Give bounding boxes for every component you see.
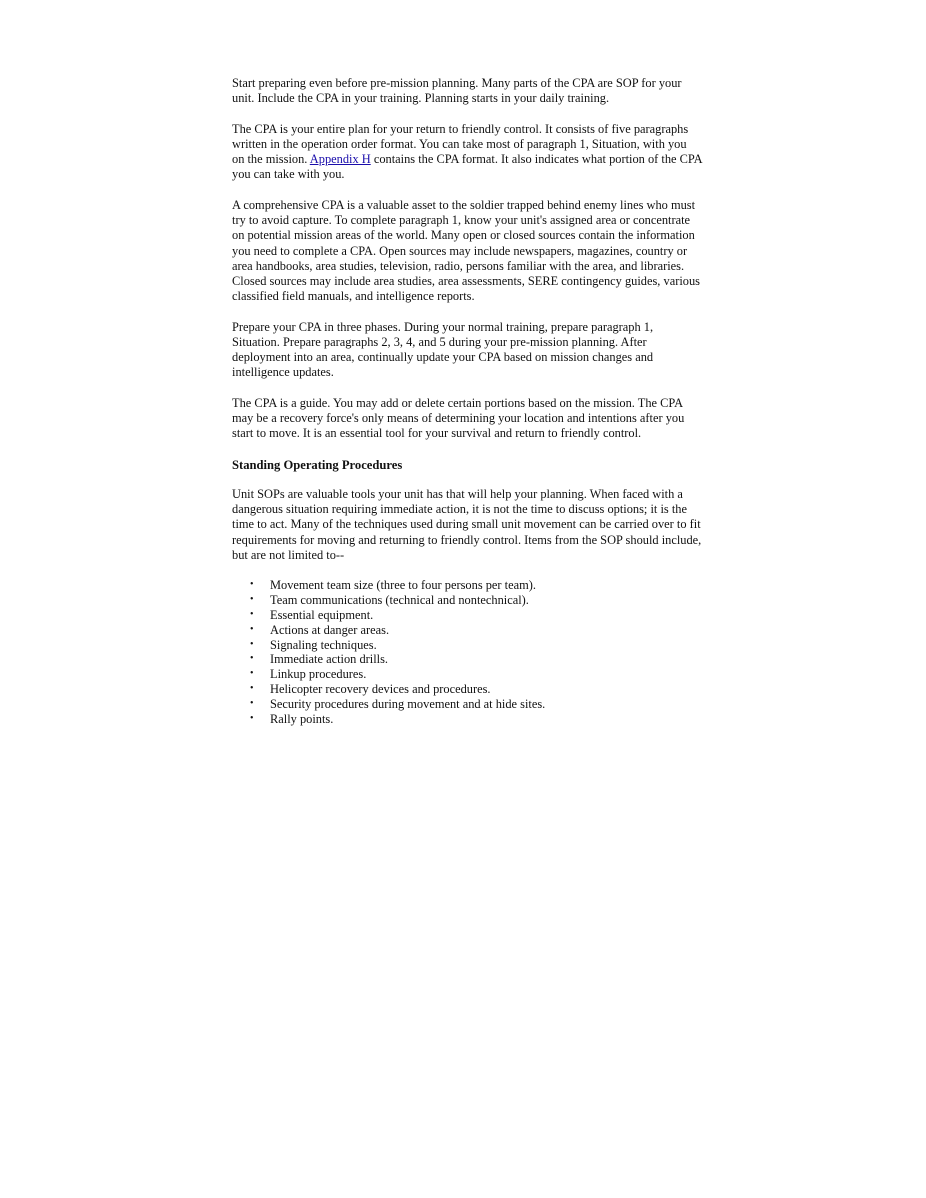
appendix-h-link[interactable]: Appendix H xyxy=(309,152,371,167)
paragraph-unit-sops: Unit SOPs are valuable tools your unit has that will help your planning. When faced with a dangerous situation requiring immediate action, it is not the time to discuss options; it is the time to act. Many of the techniques used during small unit movement can be carried over to fit requirements for moving and returning to friendly control. Items from the SOP should include, but are not limited to-- xyxy=(232,487,702,562)
bullet-icon: • xyxy=(250,653,254,665)
section-heading-sop: Standing Operating Procedures xyxy=(232,458,403,473)
list-item: • Signaling techniques. xyxy=(250,637,377,652)
bullet-icon: • xyxy=(250,683,254,694)
list-item: • Helicopter recovery devices and procedures. xyxy=(250,682,491,696)
paragraph-cpa-plan-text-before: The CPA is your entire plan for your return to friendly control. It consists of five paragraphs written in the operation order format. You can take most of paragraph 1, Situation, with you on the mission. xyxy=(232,121,689,167)
bullet-icon: • xyxy=(250,697,254,709)
list-item: • Actions at danger areas. xyxy=(250,622,390,637)
list-item: • Essential equipment. xyxy=(250,608,374,623)
bullet-icon: • xyxy=(250,623,254,635)
bullet-icon: • xyxy=(250,594,254,606)
list-item: • Rally points. xyxy=(250,711,334,726)
document-page xyxy=(232,76,702,726)
bullet-icon: • xyxy=(250,638,254,650)
sop-items-list xyxy=(232,578,702,726)
bullet-icon: • xyxy=(250,609,254,621)
paragraph-comprehensive-cpa: A comprehensive CPA is a valuable asset to the soldier trapped behind enemy lines who must try to avoid capture. To complete paragraph 1, know your unit's assigned area or concentrate on potential mission areas of the world. Many open or closed sources contain the information you need to complete a CPA. Open sources may include newspapers, magazines, country or area handbooks, area studies, television, radio, persons familiar with the area, and libraries. Closed sources may include area studies, area assessments, SERE contingency guides, various classified field manuals, and intelligence reports. xyxy=(232,198,700,304)
list-item: • Movement team size (three to four persons per team). xyxy=(250,578,536,593)
bullet-icon: • xyxy=(250,712,254,724)
paragraph-preparation: Start preparing even before pre-mission planning. Many parts of the CPA are SOP for your unit. Include the CPA in your training. Planning starts in your daily training. xyxy=(232,76,682,106)
paragraph-three-phases: Prepare your CPA in three phases. During your normal training, prepare paragraph 1, Situation. Prepare paragraphs 2, 3, 4, and 5 during your pre-mission planning. After deployment into an area, continually update your CPA based on mission changes and intelligence updates. xyxy=(232,319,654,380)
bullet-icon: • xyxy=(250,668,254,680)
list-item: • Immediate action drills. xyxy=(250,652,389,667)
list-item: • Linkup procedures. xyxy=(250,667,367,682)
list-item: • Team communications (technical and nontechnical). xyxy=(250,593,529,608)
bullet-icon: • xyxy=(250,579,254,591)
list-item: • Security procedures during movement and at hide sites. xyxy=(250,696,546,711)
paragraph-cpa-guide: The CPA is a guide. You may add or delete certain portions based on the mission. The CPA may be a recovery force's only means of determining your location and intentions after you start to move. It is an essential tool for your survival and return to friendly control. xyxy=(232,396,685,441)
paragraph-cpa-plan-text-after: contains the CPA format. It also indicates what portion of the CPA you can take with you. xyxy=(232,152,702,182)
paragraph-cpa-plan xyxy=(232,122,702,183)
